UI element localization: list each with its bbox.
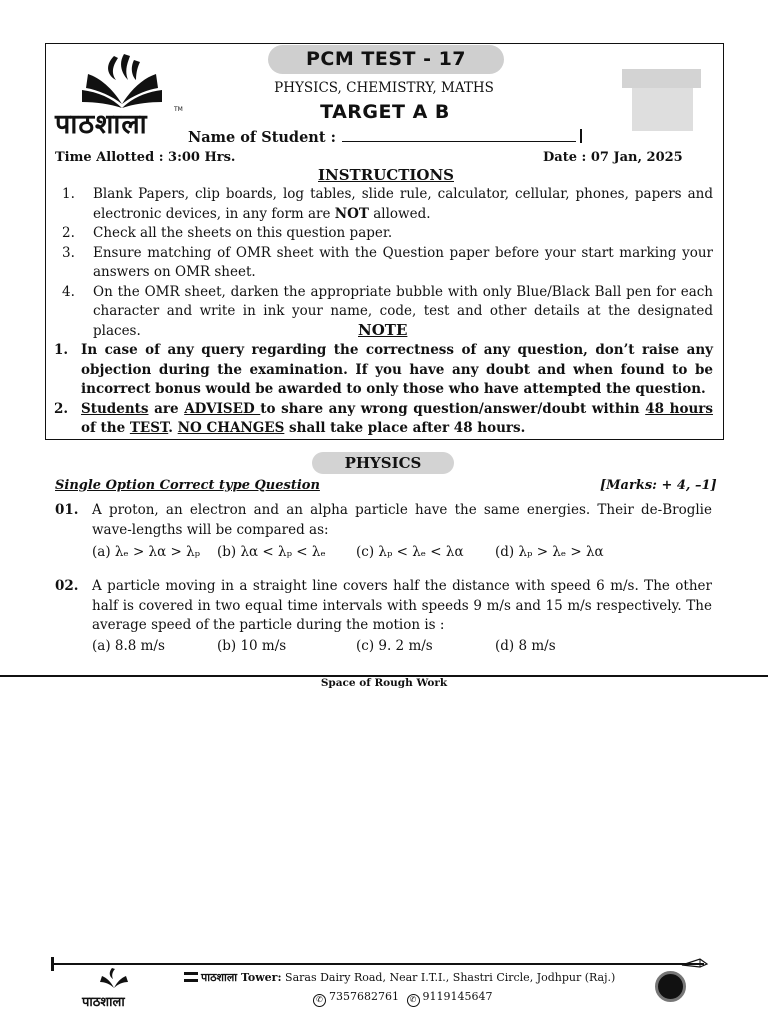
instruction-number: 1.: [62, 186, 75, 202]
section-title: PHYSICS: [312, 452, 454, 474]
name-end-bar: [580, 129, 582, 143]
option-b: (b) 10 m/s: [217, 637, 287, 654]
trademark-mark: TM: [174, 106, 183, 113]
barcode-placeholder-body: [632, 88, 693, 131]
note-text-part: are: [148, 400, 185, 417]
note-item: [54, 341, 713, 400]
option-d: (d) λₚ > λₑ > λα: [495, 544, 604, 560]
note-48-hours: 48 hours: [645, 400, 713, 417]
note-text-part: shall take place after 48 hours.: [284, 420, 526, 436]
question-text: A particle moving in a straight line covers half the distance with speed 6 m/s. The other half is covered in two equal time intervals with speeds 9 m/s and 15 m/s respectively. The average speed of the particle during the motion is :: [92, 578, 712, 633]
note-no-changes: NO CHANGES: [177, 420, 285, 436]
question-number: 01.: [55, 502, 79, 518]
phone-number-2: 9119145647: [422, 990, 493, 1003]
page-marker-dot: [655, 971, 686, 1002]
question-02: [55, 577, 712, 658]
instruction-item: [56, 224, 713, 244]
footer-address: [184, 970, 615, 985]
note-students: Students: [81, 400, 149, 417]
tower-label: पाठशाला Tower:: [201, 971, 282, 984]
note-number: 1.: [54, 342, 69, 358]
target-title: TARGET A B: [320, 101, 450, 123]
note-text-part: to share any wrong question/answer/doubt within: [260, 400, 646, 417]
student-name-label: Name of Student :: [188, 129, 336, 146]
rough-work-label: Space of Rough Work: [320, 677, 448, 689]
test-date: Date : 07 Jan, 2025: [543, 150, 683, 165]
note-advised: ADVISED: [184, 400, 261, 417]
address-text: Saras Dairy Road, Near I.T.I., Shastri Circle, Jodhpur (Raj.): [281, 971, 616, 984]
student-name-row: [188, 129, 582, 146]
instruction-number: 3.: [62, 244, 75, 261]
option-a: (a) λₑ > λα > λₚ: [92, 544, 201, 560]
footer-phones: [313, 990, 493, 1007]
option-c: (c) 9. 2 m/s: [356, 637, 433, 654]
building-icon: [184, 972, 198, 982]
instructions-list: [56, 185, 713, 341]
footer-brand-text: पाठशाला: [82, 995, 125, 1010]
question-type-label: Single Option Correct type Question: [55, 478, 320, 493]
note-heading: NOTE: [358, 321, 408, 339]
question-01: [55, 501, 712, 564]
instruction-text: Ensure matching of OMR sheet with the Question paper before your start marking your answers on OMR sheet.: [93, 244, 713, 280]
instruction-number: 2.: [62, 225, 75, 241]
subjects-line: PHYSICS, CHEMISTRY, MATHS: [274, 80, 494, 96]
time-allotted: Time Allotted : 3:00 Hrs.: [55, 150, 236, 165]
pen-icon: [680, 955, 710, 969]
note-number: 2.: [54, 400, 69, 417]
footer-line: [54, 963, 704, 965]
note-text-part: of the: [81, 420, 130, 436]
student-name-blank: [342, 129, 576, 142]
instruction-item: [56, 185, 713, 224]
instruction-number: 4.: [62, 283, 75, 300]
instructions-heading: INSTRUCTIONS: [318, 166, 454, 184]
barcode-placeholder-top: [622, 69, 701, 88]
phone-number-1: 7357682761: [329, 990, 399, 1003]
question-text: A proton, an electron and an alpha particle have the same energies. Their de-Broglie wave-lengths will be compared as:: [92, 502, 712, 538]
instruction-emphasis: NOT: [334, 205, 369, 222]
note-text-part: .: [168, 420, 178, 436]
marks-label: [Marks: + 4, –1]: [600, 478, 717, 493]
instruction-item: [56, 244, 713, 283]
option-b: (b) λα < λₚ < λₑ: [217, 544, 326, 560]
option-d: (d) 8 m/s: [495, 637, 556, 654]
instruction-text: Check all the sheets on this question paper.: [93, 225, 393, 241]
note-item: [54, 400, 713, 439]
phone-icon: ✆: [313, 994, 326, 1007]
note-test: TEST: [129, 420, 169, 436]
footer-logo-icon: [94, 966, 134, 994]
instruction-text-end: allowed.: [368, 205, 431, 222]
options-row: [55, 637, 712, 658]
test-title: PCM TEST - 17: [268, 45, 504, 74]
brand-logo-text: पाठशाला: [55, 109, 148, 140]
note-text: In case of any query regarding the correctness of any question, don’t raise any objection during the examination. If you have any doubt and when found to be incorrect bonus would be awarded to only those who have attempted the question.: [81, 342, 713, 397]
instruction-text: Blank Papers, clip boards, log tables, slide rule, calculator, cellular, phones, papers and electronic devices, in any form are: [93, 186, 713, 222]
question-number: 02.: [55, 578, 79, 594]
option-c: (c) λₚ < λₑ < λα: [356, 544, 464, 560]
options-row: [55, 543, 712, 564]
instruction-text: On the OMR sheet, darken the appropriate bubble with only Blue/Black Ball pen for each character and write in ink your name, code, test and other details at the designated places.: [93, 283, 713, 339]
option-a: (a) 8.8 m/s: [92, 637, 165, 654]
note-list: [54, 341, 713, 439]
whatsapp-icon: ✆: [407, 994, 420, 1007]
